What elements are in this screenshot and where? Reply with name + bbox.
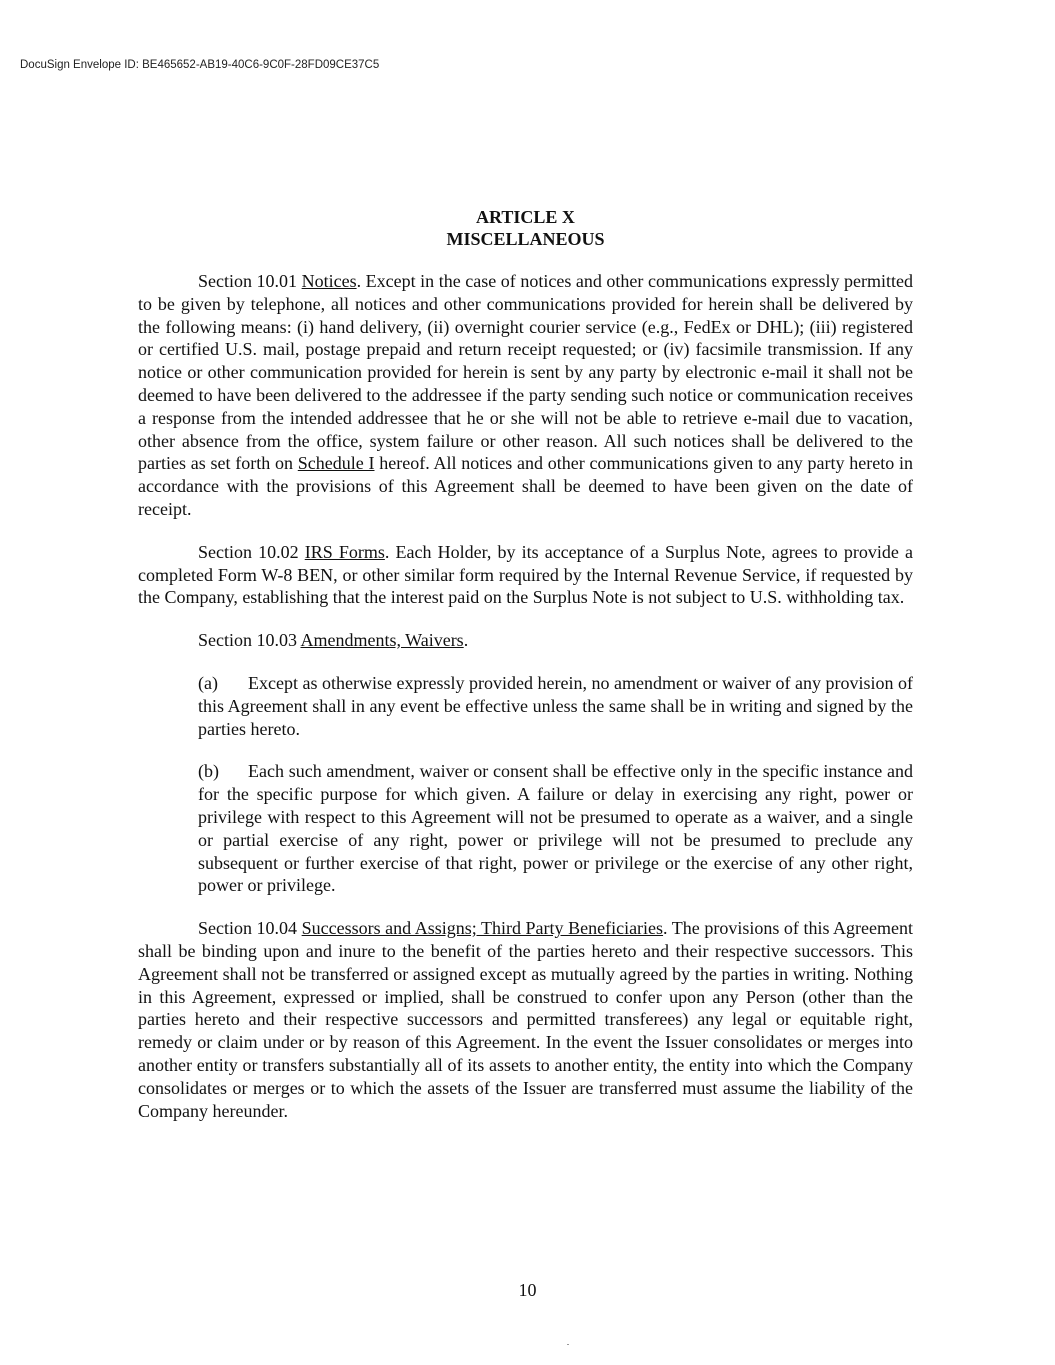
article-heading [138, 206, 913, 250]
item-text: Except as otherwise expressly provided herein, no amendment or waiver of any provision of this Agreement shall in any event be effective unless the same shall be in writing and signed by the parties hereto. [198, 672, 913, 739]
section-10-02-heading: IRS Forms [304, 541, 385, 562]
section-10-01-text: . Except in the case of notices and other communications expressly permitted to be given by telephone, all notices and other communications provided for herein shall be delivered by the following means: (i) hand delivery, (ii) overnight courier service (e.g., FedEx or DHL); (iii) registered or certified U.S. mail, postage prepaid and return receipt requested; or (iv) facsimile transmission. If any notice or other communication provided for herein is sent by any party by electronic e-mail it shall not be deemed to have been delivered to the addressee if the party sending such notice or communication receives a response from the intended addressee that he or she will not be able to retrieve e-mail due to vacation, other absence from the office, system failure or other reason. All such notices shall be delivered to the parties as set forth on [138, 271, 913, 474]
item-label: (a) [198, 672, 218, 693]
section-10-02-prefix: Section 10.02 [198, 541, 305, 562]
section-10-03-suffix: . [463, 630, 469, 651]
section-10-01 [138, 270, 913, 521]
section-10-02 [138, 541, 913, 609]
section-10-01-prefix: Section 10.01 [198, 271, 302, 291]
section-10-03-heading: Amendments, Waivers [300, 630, 464, 651]
section-10-04 [138, 917, 913, 1122]
schedule-reference: Schedule I [297, 453, 375, 474]
section-10-04-text: . The provisions of this Agreement shall be binding upon and inure to the benefit of the parties hereto and their respective successors. This Agreement shall not be transferred or assigned except as mutually agreed by the parties in writing. Nothing in this Agreement, expressed or implied, shall be construed to confer upon any Person (other than the parties hereto and their respective successors and permitted transferees) any legal or equitable right, remedy or claim under or by reason of this Agreement. In the event the Issuer consolidates or merges into another entity or transfers substantially all of its assets to another entity, the entity into which the Company consolidates or merges or to which the assets of the Issuer are transferred must assume the liability of the Company hereunder. [138, 918, 913, 1121]
section-10-01-heading: Notices [301, 271, 357, 291]
section-10-04-heading: Successors and Assigns; Third Party Beneficiaries [301, 918, 664, 939]
article-number: ARTICLE X [476, 207, 575, 227]
section-10-04-prefix: Section 10.04 [198, 918, 302, 939]
item-label: (b) [198, 761, 219, 782]
page-number: 10 [518, 1280, 537, 1300]
document-body [138, 206, 913, 1142]
section-10-01-text-end: hereof. All notices and other communications given to any party hereto in accordance with the provisions of this Agreement shall be deemed to have been given on the date of receipt. [138, 453, 913, 519]
section-10-03 [198, 629, 913, 652]
section-10-02-text: . Each Holder, by its acceptance of a Surplus Note, agrees to provide a completed Form W-8 BEN, or other similar form required by the Internal Revenue Service, if requested by the Company, establishing that the interest paid on the Surplus Note is not subject to U.S. withholding tax. [138, 541, 913, 608]
item-text: Each such amendment, waiver or consent shall be effective only in the specific instance and for the specific purpose for which given. A failure or delay in exercising any right, power or privilege with respect to this Agreement will not be presumed to operate as a waiver, and a single or partial exercise of any right, power or privilege will not be presumed to preclude any subsequent or further exercise of that right, power or privilege or the exercise of any other right, power or privilege. [198, 761, 913, 896]
article-title: MISCELLANEOUS [446, 229, 605, 249]
section-10-03-item-a [198, 672, 913, 740]
section-10-03-prefix: Section 10.03 [198, 630, 301, 651]
docusign-envelope-id: DocuSign Envelope ID: BE465652-AB19-40C6-9C0F-28FD09CE37C5 [20, 59, 380, 71]
scan-speck [567, 1344, 569, 1345]
section-10-03-item-b [198, 760, 913, 897]
